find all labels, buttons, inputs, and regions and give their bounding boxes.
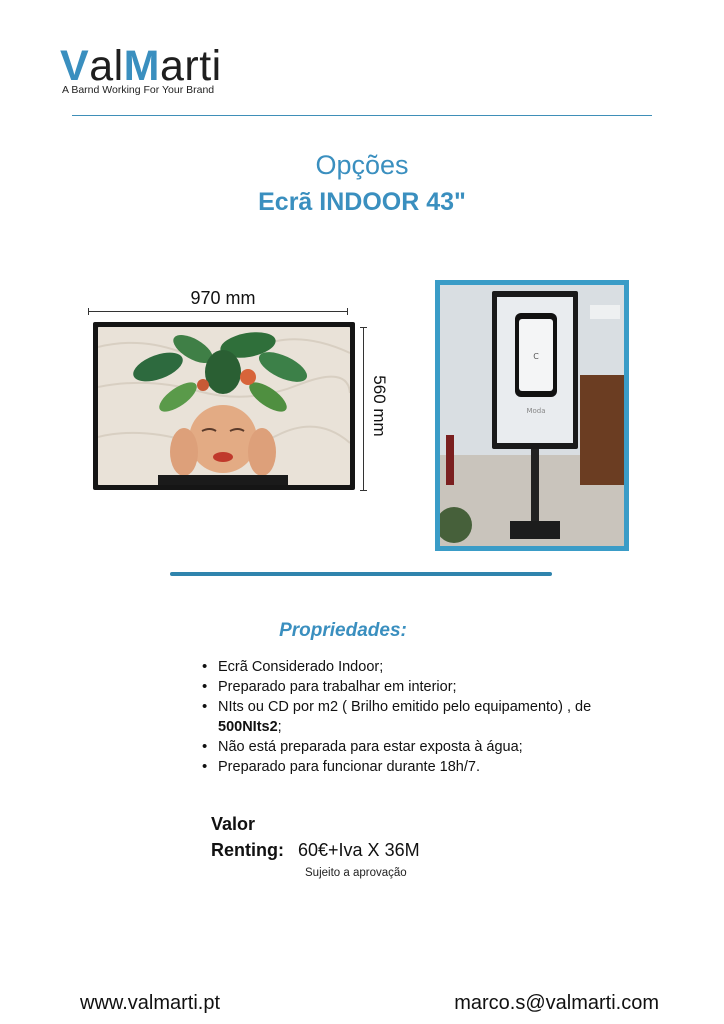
totem-screen-letter: C	[533, 352, 539, 361]
height-dimension-label: 560 mm	[370, 375, 389, 437]
page-title-options: Opções	[315, 150, 409, 180]
list-item	[198, 697, 618, 737]
plant-face-artwork	[98, 327, 350, 485]
section-divider	[170, 572, 552, 576]
footer-website: www.valmarti.pt	[80, 992, 221, 1014]
display-totem-photo	[440, 285, 624, 546]
nits-value: 500NIts2	[218, 719, 278, 735]
approval-note: Sujeito a aprovação	[305, 867, 407, 879]
logo-letter-m: M	[123, 42, 160, 90]
logo-text-arti: arti	[159, 42, 222, 90]
header-divider	[72, 115, 652, 116]
tv-landscape-illustration	[93, 322, 355, 490]
page-title-product: Ecrã INDOOR 43"	[258, 188, 466, 216]
brand-logo	[60, 42, 222, 90]
list-item: • Ecrã Considerado Indoor;	[198, 657, 618, 677]
valor-label: Valor	[211, 814, 256, 834]
list-item: • Preparado para funcionar durante 18h/7.	[198, 757, 618, 777]
properties-list	[198, 657, 618, 777]
renting-price: 60€+Iva X 36M	[298, 840, 420, 860]
list-item: • Preparado para trabalhar em interior;	[198, 677, 618, 697]
indoor-display-photo	[435, 280, 629, 551]
logo-letter-v: V	[60, 42, 90, 90]
nits-text: NIts ou CD por m2 ( Brilho emitido pelo equipamento) , de	[218, 699, 592, 715]
footer-email: marco.s@valmarti.com	[454, 992, 659, 1014]
properties-heading: Propriedades:	[279, 620, 407, 641]
totem-screen-caption: Moda	[526, 407, 546, 415]
width-dimension-label: 970 mm	[190, 288, 256, 308]
width-dimension-line	[88, 311, 348, 312]
tv-screen-artwork	[98, 327, 350, 485]
logo-text-al: al	[89, 42, 124, 90]
list-item: • Não está preparada para estar exposta à água;	[198, 737, 618, 757]
height-dimension-line	[363, 327, 364, 491]
nits-suffix: ;	[277, 719, 282, 735]
brand-tagline: A Barnd Working For Your Brand	[62, 84, 215, 96]
renting-label: Renting:	[211, 840, 284, 860]
